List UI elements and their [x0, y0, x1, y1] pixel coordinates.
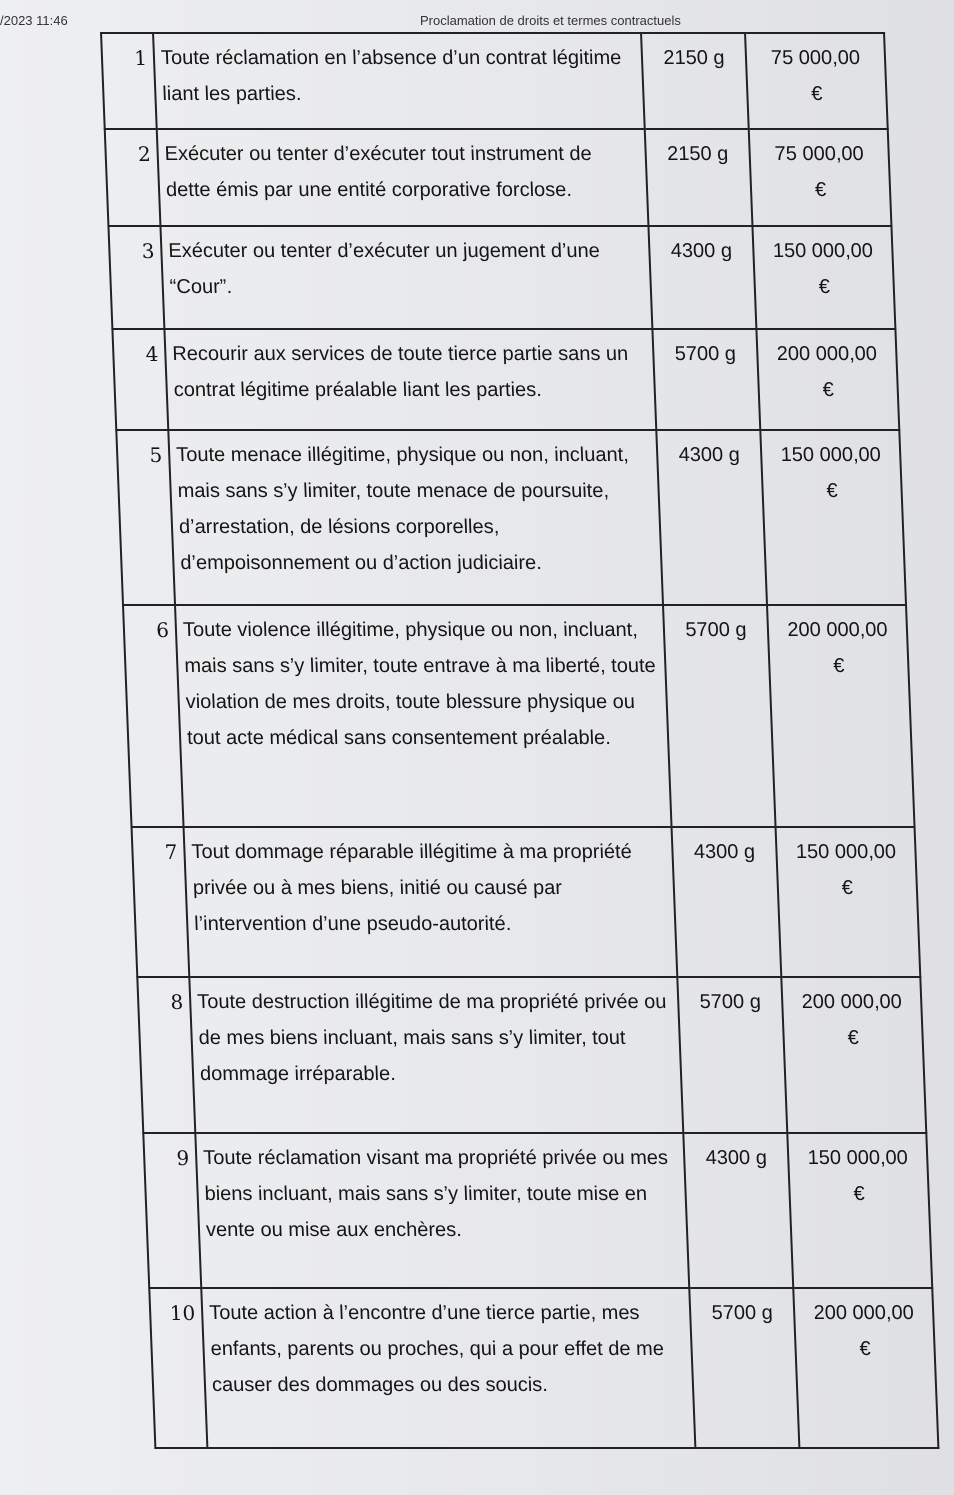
row-amount-cell [749, 129, 892, 226]
claims-table-body [101, 33, 938, 1448]
row-description: Toute réclamation visant ma propriété privée ou mes biens incluant, mais sans s’y limiter, toute mise en vente ou mise aux enchères. [195, 1133, 689, 1288]
row-currency: € [847, 1027, 860, 1049]
row-number: 1 [101, 33, 157, 129]
row-currency: € [832, 655, 845, 677]
row-number: 5 [116, 430, 175, 605]
row-number: 8 [137, 977, 195, 1133]
row-currency: € [822, 379, 835, 401]
row-description: Toute destruction illégitime de ma propriété privée ou de mes biens incluant, mais sans s’y limiter, tout dommage irréparable. [189, 977, 683, 1133]
row-weight: 4300 g [672, 827, 782, 977]
row-amount-cell [767, 605, 915, 827]
row-description: Tout dommage réparable illégitime à ma propriété privée ou à mes biens, initié ou causé par l’intervention d’une pseudo-autorité. [184, 827, 678, 977]
row-weight: 2150 g [645, 129, 753, 226]
table-row [101, 33, 888, 129]
row-weight: 5700 g [663, 605, 776, 827]
table-row [105, 129, 892, 226]
row-number: 7 [132, 827, 190, 977]
row-amount-cell [752, 226, 895, 329]
row-amount-cell [781, 977, 926, 1133]
row-number: 6 [123, 605, 184, 827]
row-amount-cell [745, 33, 888, 129]
row-amount: 150 000,00 [780, 444, 882, 466]
row-currency: € [818, 276, 831, 298]
row-number: 3 [108, 226, 164, 329]
row-amount-cell [776, 827, 921, 977]
claims-table [100, 32, 939, 1449]
row-weight: 4300 g [683, 1133, 793, 1288]
table-row [123, 605, 915, 827]
table-row [143, 1133, 932, 1288]
claims-table-wrapper [100, 32, 954, 1447]
document-title: Proclamation de droits et termes contractuels [420, 13, 681, 28]
row-amount: 150 000,00 [807, 1147, 909, 1169]
row-currency: € [810, 83, 823, 105]
row-description: Exécuter ou tenter d’exécuter tout instrument de dette émis par une entité corporative forclose. [157, 129, 649, 226]
row-description: Exécuter ou tenter d’exécuter un jugement d’une “Cour”. [160, 226, 652, 329]
row-number: 4 [112, 329, 168, 430]
row-description: Toute violence illégitime, physique ou non, incluant, mais sans s’y limiter, toute entrave à ma liberté, toute violation de mes droits, toute blessure physique ou tout acte médical sans consentement préalable. [175, 605, 672, 827]
row-amount: 75 000,00 [770, 47, 861, 69]
row-description: Toute action à l’encontre d’une tierce partie, mes enfants, parents ou proches, qui a pour effet de me causer des dommages ou des soucis. [201, 1288, 695, 1448]
row-amount: 200 000,00 [813, 1302, 915, 1324]
timestamp: /2023 11:46 [0, 13, 68, 28]
row-weight: 4300 g [656, 430, 767, 605]
row-description: Toute réclamation en l’absence d’un contrat légitime liant les parties. [153, 33, 645, 129]
table-row [132, 827, 921, 977]
row-weight: 5700 g [652, 329, 760, 430]
row-weight: 2150 g [641, 33, 749, 129]
table-row [108, 226, 895, 329]
row-amount: 200 000,00 [801, 991, 903, 1013]
row-description: Recourir aux services de toute tierce partie sans un contrat légitime préalable liant les parties. [164, 329, 656, 430]
row-amount-cell [787, 1133, 932, 1288]
table-row [137, 977, 926, 1133]
row-description: Toute menace illégitime, physique ou non, incluant, mais sans s’y limiter, toute menace de poursuite, d’arrestation, de lésions corporelles, d’empoisonnement ou d’action judiciaire. [168, 430, 663, 605]
row-currency: € [859, 1338, 872, 1360]
table-row [116, 430, 906, 605]
row-number: 9 [143, 1133, 201, 1288]
row-currency: € [826, 480, 839, 502]
row-amount-cell [793, 1288, 938, 1448]
row-currency: € [853, 1183, 866, 1205]
row-amount: 200 000,00 [776, 343, 878, 365]
row-amount: 75 000,00 [774, 143, 865, 165]
row-amount-cell [756, 329, 899, 430]
table-row [149, 1288, 938, 1448]
row-number: 2 [105, 129, 161, 226]
row-currency: € [841, 877, 854, 899]
row-currency: € [814, 179, 827, 201]
row-amount: 150 000,00 [795, 841, 897, 863]
table-row [112, 329, 899, 430]
row-number: 10 [149, 1288, 207, 1448]
row-amount: 200 000,00 [786, 619, 888, 641]
row-amount: 150 000,00 [772, 240, 874, 262]
row-weight: 5700 g [677, 977, 787, 1133]
row-weight: 5700 g [689, 1288, 799, 1448]
row-weight: 4300 g [648, 226, 756, 329]
row-amount-cell [760, 430, 906, 605]
